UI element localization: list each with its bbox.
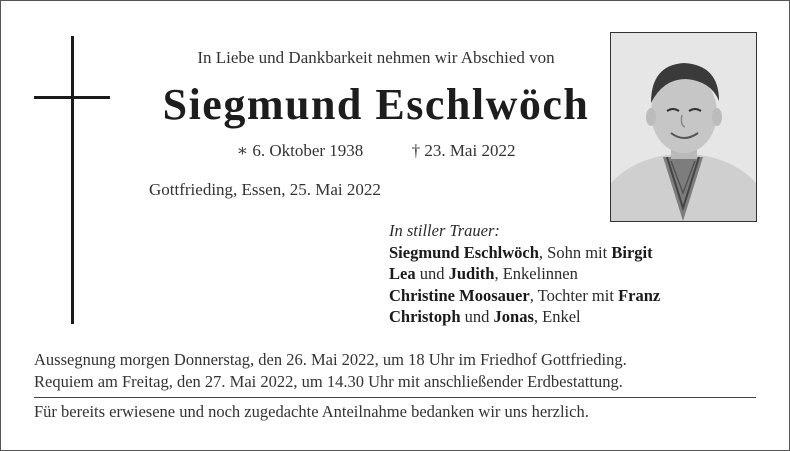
relation-text: , Tochter mit [529, 285, 619, 305]
relation-text: und [460, 307, 494, 326]
mourner-name: Franz [618, 285, 661, 305]
relation-text: und [415, 264, 449, 283]
funeral-blessing-text: Aussegnung morgen Donnerstag, den 26. Mai 2022, um 18 Uhr im Friedhof Gottfrieding. [34, 350, 627, 369]
thanks-text: Für bereits erwiesene und noch zugedachte Anteilnahme bedanken wir uns herzlich. [34, 402, 589, 421]
mourner-name: Siegmund Eschlwöch [389, 242, 539, 262]
birth-date: ∗ 6. Oktober 1938 [236, 141, 364, 160]
requiem-text: Requiem am Freitag, den 27. Mai 2022, um 14.30 Uhr mit anschließender Erdbestattung. [34, 371, 623, 391]
relation-text: , Sohn mit [538, 242, 612, 262]
portrait-photo [610, 32, 757, 222]
mourner-line [389, 242, 660, 264]
mourner-line [389, 263, 660, 285]
relation-text: , Enkel [533, 307, 581, 326]
portrait-image [611, 33, 756, 221]
mourner-name: Christine Moosauer [389, 285, 530, 305]
death-date: † 23. Mai 2022 [411, 141, 516, 160]
divider [34, 397, 756, 398]
intro-text: In Liebe und Dankbarkeit nehmen wir Abschied von [197, 48, 555, 67]
mourner-name: Birgit [611, 242, 653, 262]
mourner-line [389, 285, 660, 307]
mourner-name: Judith [448, 264, 495, 283]
life-dates [111, 141, 641, 161]
deceased-name: Siegmund Eschlwöch [162, 80, 590, 129]
service-info [34, 349, 627, 392]
mourners-block [389, 220, 660, 328]
mourner-name: Lea [389, 264, 416, 283]
relation-text: , Enkelinnen [494, 264, 578, 283]
place-and-date: Gottfrieding, Essen, 25. Mai 2022 [149, 180, 381, 199]
mourner-line [389, 306, 660, 328]
mourner-name: Christoph [389, 307, 461, 326]
mourner-name: Jonas [493, 307, 534, 326]
mourners-heading: In stiller Trauer: [389, 221, 500, 240]
